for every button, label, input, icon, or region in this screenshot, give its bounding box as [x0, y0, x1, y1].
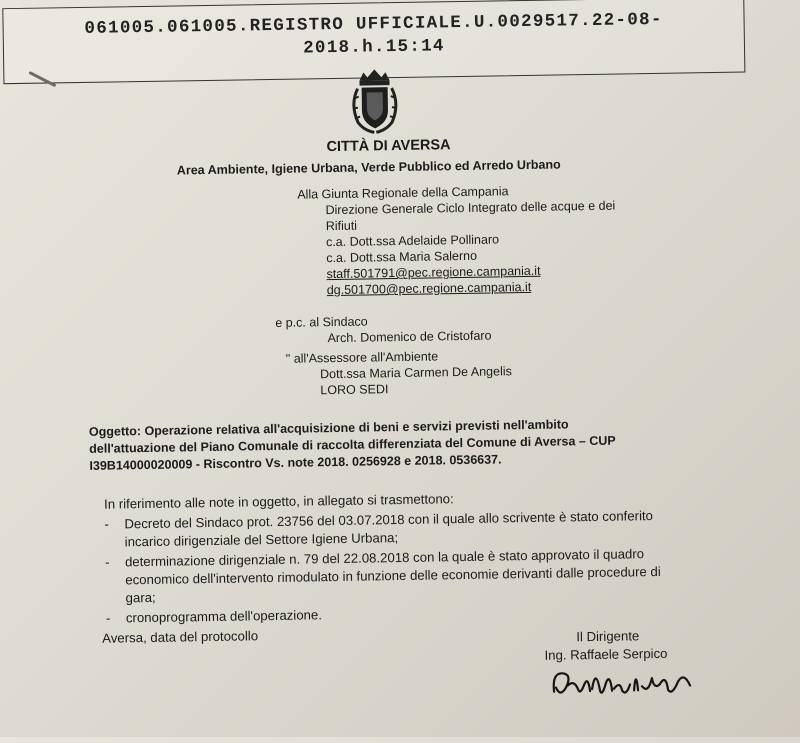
recipient-email-2[interactable]: dg.501700@pec.regione.campania.it [326, 279, 532, 298]
recipient-email-1[interactable]: staff.501791@pec.regione.campania.it [326, 263, 541, 282]
bullet-3-marker: - [105, 610, 111, 626]
cc-line-1: e p.c. al Sindaco [275, 314, 368, 330]
bullet-1-marker: - [104, 516, 109, 532]
body-intro: In riferimento alle note in oggetto, in allegato si trasmettono: [103, 491, 454, 512]
recipient-line-4: c.a. Dott.ssa Adelaide Pollinaro [325, 232, 500, 250]
protocol-stamp-line-2: 2018.h.15:14 [302, 36, 445, 59]
cc-line-5: LORO SEDI [320, 382, 389, 398]
recipient-line-3: Rifiuti [325, 218, 358, 234]
city-name: CITTÀ DI AVERSA [326, 137, 451, 156]
recipient-line-5: c.a. Dott.ssa Maria Salerno [326, 248, 478, 266]
subject-line-2: dell'attuazione del Piano Comunale di raccolta differenziata del Comune di Aversa – CUP [89, 433, 616, 456]
bullet-3-line-1: cronoprogramma dell'operazione. [125, 607, 323, 626]
bullet-1-line-1: Decreto del Sindaco prot. 23756 del 03.07.2018 con il quale allo scrivente è stato conferito [124, 508, 654, 532]
recipient-line-1: Alla Giunta Regionale della Campania [297, 184, 509, 202]
protocol-stamp-text [23, 8, 724, 65]
bullet-1-line-2: incarico dirigenziale del Settore Igiene Urbana; [124, 530, 399, 550]
bullet-2-line-3: gara; [125, 589, 156, 606]
bullet-2-line-1: determinazione dirigenziale n. 79 del 22.08.2018 con la quale è stato approvato il quadro [124, 546, 645, 570]
subject-line-1: Oggetto: Operazione relativa all'acquisizione di beni e servizi previsti nell'ambito [88, 417, 569, 439]
cc-line-2: Arch. Domenico de Cristofaro [327, 328, 492, 346]
protocol-stamp-line-1: 061005.061005.REGISTRO UFFICIALE.U.0029517.22-08- [84, 9, 663, 39]
cc-line-4: Dott.ssa Maria Carmen De Angelis [319, 364, 512, 382]
place-date: Aversa, data del protocollo [102, 628, 259, 646]
department-name: Area Ambiente, Igiene Urbana, Verde Pubblico ed Arredo Urbano [176, 157, 561, 178]
bullet-2-line-2: economico dell'intervento rimodulato in funzione delle economie derivanti dalle procedure di [125, 563, 661, 588]
bullet-2-marker: - [104, 554, 110, 570]
subject-line-3: I39B14000020009 - Riscontro Vs. note 2018. 0256928 e 2018. 0536637. [89, 452, 502, 473]
recipient-line-2: Direzione Generale Ciclo Integrato delle acque e dei [325, 198, 616, 218]
signer-name: Ing. Raffaele Serpico [544, 645, 668, 663]
cc-line-3: " all'Assessore all'Ambiente [285, 349, 439, 366]
city-crest-icon [345, 64, 404, 137]
signer-role: Il Dirigente [576, 628, 640, 645]
handwritten-signature [550, 659, 701, 703]
